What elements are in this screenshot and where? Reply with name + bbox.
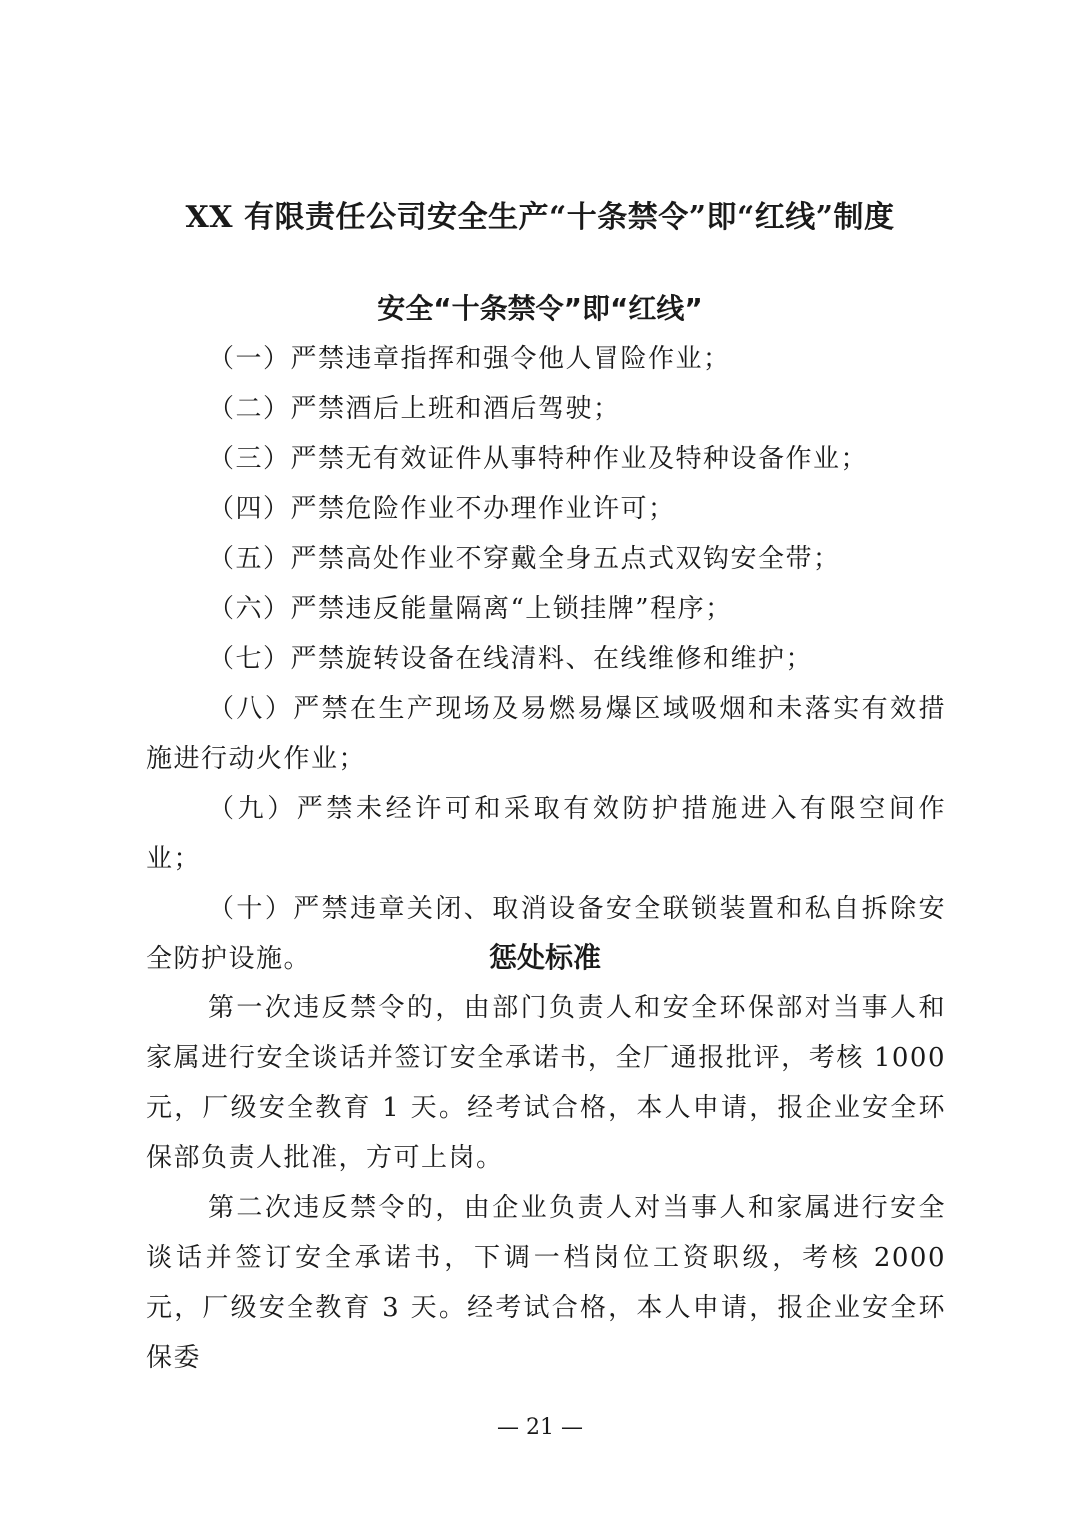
rule-item-9: （九）严禁未经许可和采取有效防护措施进入有限空间作业； xyxy=(146,794,946,874)
rule-item-6: （六）严禁违反能量隔离“上锁挂牌”程序； xyxy=(208,594,733,624)
section-heading-penalties: 惩处标准 xyxy=(488,941,601,974)
rule-item-3: （三）严禁无有效证件从事特种作业及特种设备作业； xyxy=(208,444,869,474)
rule-item-4: （四）严禁危险作业不办理作业许可； xyxy=(208,494,676,524)
rules-list xyxy=(146,334,946,984)
rule-item-7: （七）严禁旋转设备在线清料、在线维修和维护； xyxy=(208,644,814,674)
rule-item-1: （一）严禁违章指挥和强令他人冒险作业； xyxy=(208,344,731,374)
rule-item-8: （八）严禁在生产现场及易燃易爆区域吸烟和未落实有效措施进行动火作业； xyxy=(146,694,946,774)
penalties-section xyxy=(146,983,946,1383)
penalty-paragraph-2: 第二次违反禁令的，由企业负责人对当事人和家属进行安全谈话并签订安全承诺书，下调一档岗位工资职级，考核 2000 元，厂级安全教育 3 天。经考试合格，本人申请，报企业安全环保委 xyxy=(146,1193,946,1373)
rule-item-10: （十）严禁违章关闭、取消设备安全联锁装置和私自拆除安全防护设施。 xyxy=(146,894,946,974)
page-number: — 21 — xyxy=(497,1415,583,1440)
document-subtitle: 安全“十条禁令”即“红线” xyxy=(377,292,703,325)
rule-item-5: （五）严禁高处作业不穿戴全身五点式双钩安全带； xyxy=(208,544,841,574)
penalty-paragraph-1: 第一次违反禁令的，由部门负责人和安全环保部对当事人和家属进行安全谈话并签订安全承诺书，全厂通报批评，考核 1000 元，厂级安全教育 1 天。经考试合格，本人申请，报企业安全环保部负责人批准，方可上岗。 xyxy=(146,993,946,1173)
document-title: XX 有限责任公司安全生产“十条禁令”即“红线”制度 xyxy=(185,200,895,235)
rule-item-2: （二）严禁酒后上班和酒后驾驶； xyxy=(208,394,621,424)
